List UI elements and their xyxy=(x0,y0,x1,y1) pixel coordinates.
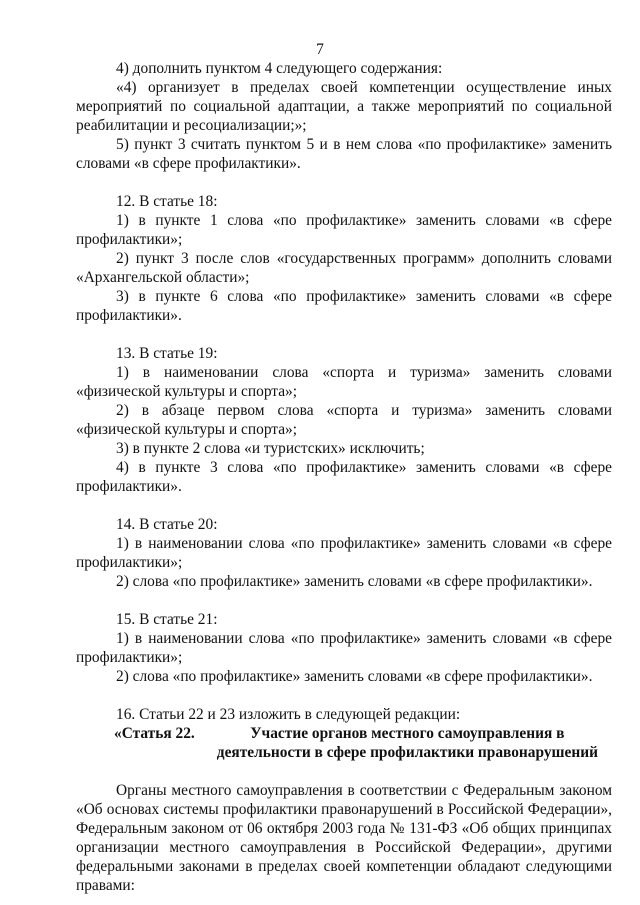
paragraph: 16. Статьи 22 и 23 изложить в следующей редакции: xyxy=(116,706,461,723)
article-title: Участие органов местного самоуправления в деятельности в сфере профилактики правонарушений xyxy=(216,725,598,761)
paragraph: 3) в пункте 6 слова «по профилактике» заменить словами «в сфере профилактики». xyxy=(76,288,612,324)
document-body xyxy=(76,59,612,895)
paragraph: Органы местного самоуправления в соответствии с Федеральным законом «Об основах системы профилактики правонарушений в Российской Федерации», Федеральным законом от 06 октября 2003 года № 131-ФЗ «Об общих принципах организации местного самоуправления в Российской Федерации», другими федеральными законами в пределах своей компетенции обладают следующими правами: xyxy=(76,782,612,894)
paragraph: 12. В статье 18: xyxy=(116,193,218,210)
paragraph-spacer xyxy=(76,325,612,344)
paragraph: 1) в пункте 1 слова «по профилактике» заменить словами «в сфере профилактики»; xyxy=(76,212,612,248)
paragraph: 2) слова «по профилактике» заменить словами «в сфере профилактики». xyxy=(116,573,593,590)
page-number: 7 xyxy=(316,41,324,58)
article-heading xyxy=(114,724,612,762)
paragraph: 1) в наименовании слова «спорта и туризма» заменить словами «физической культуры и спорта»; xyxy=(76,364,612,400)
paragraph: 4) дополнить пунктом 4 следующего содержания: xyxy=(116,60,443,77)
paragraph: 4) в пункте 3 слова «по профилактике» заменить словами «в сфере профилактики». xyxy=(76,459,612,495)
paragraph: 2) пункт 3 после слов «государственных программ» дополнить словами «Архангельской области»; xyxy=(76,250,612,286)
paragraph-spacer xyxy=(76,686,612,705)
paragraph-spacer xyxy=(76,591,612,610)
article-number: «Статья 22. xyxy=(114,725,195,742)
paragraph: 1) в наименовании слова «по профилактике» заменить словами «в сфере профилактики»; xyxy=(76,630,612,666)
paragraph-spacer xyxy=(76,496,612,515)
paragraph: «4) организует в пределах своей компетенции осуществление иных мероприятий по социальной адаптации, а также мероприятий по социальной реабилитации и ресоциализации;»; xyxy=(76,79,612,134)
paragraph: 13. В статье 19: xyxy=(116,345,218,362)
paragraph: 15. В статье 21: xyxy=(116,611,218,628)
paragraph-spacer xyxy=(76,762,612,781)
paragraph: 2) в абзаце первом слова «спорта и туризма» заменить словами «физической культуры и спорта»; xyxy=(76,402,612,438)
paragraph: 3) в пункте 2 слова «и туристских» исключить; xyxy=(116,440,425,457)
paragraph: 5) пункт 3 считать пунктом 5 и в нем слова «по профилактике» заменить словами «в сфере профилактики». xyxy=(76,136,612,172)
paragraph: 14. В статье 20: xyxy=(116,516,218,533)
paragraph-spacer xyxy=(76,173,612,192)
paragraph: 2) слова «по профилактике» заменить словами «в сфере профилактики». xyxy=(116,668,593,685)
paragraph: 1) в наименовании слова «по профилактике» заменить словами «в сфере профилактики»; xyxy=(76,535,612,571)
